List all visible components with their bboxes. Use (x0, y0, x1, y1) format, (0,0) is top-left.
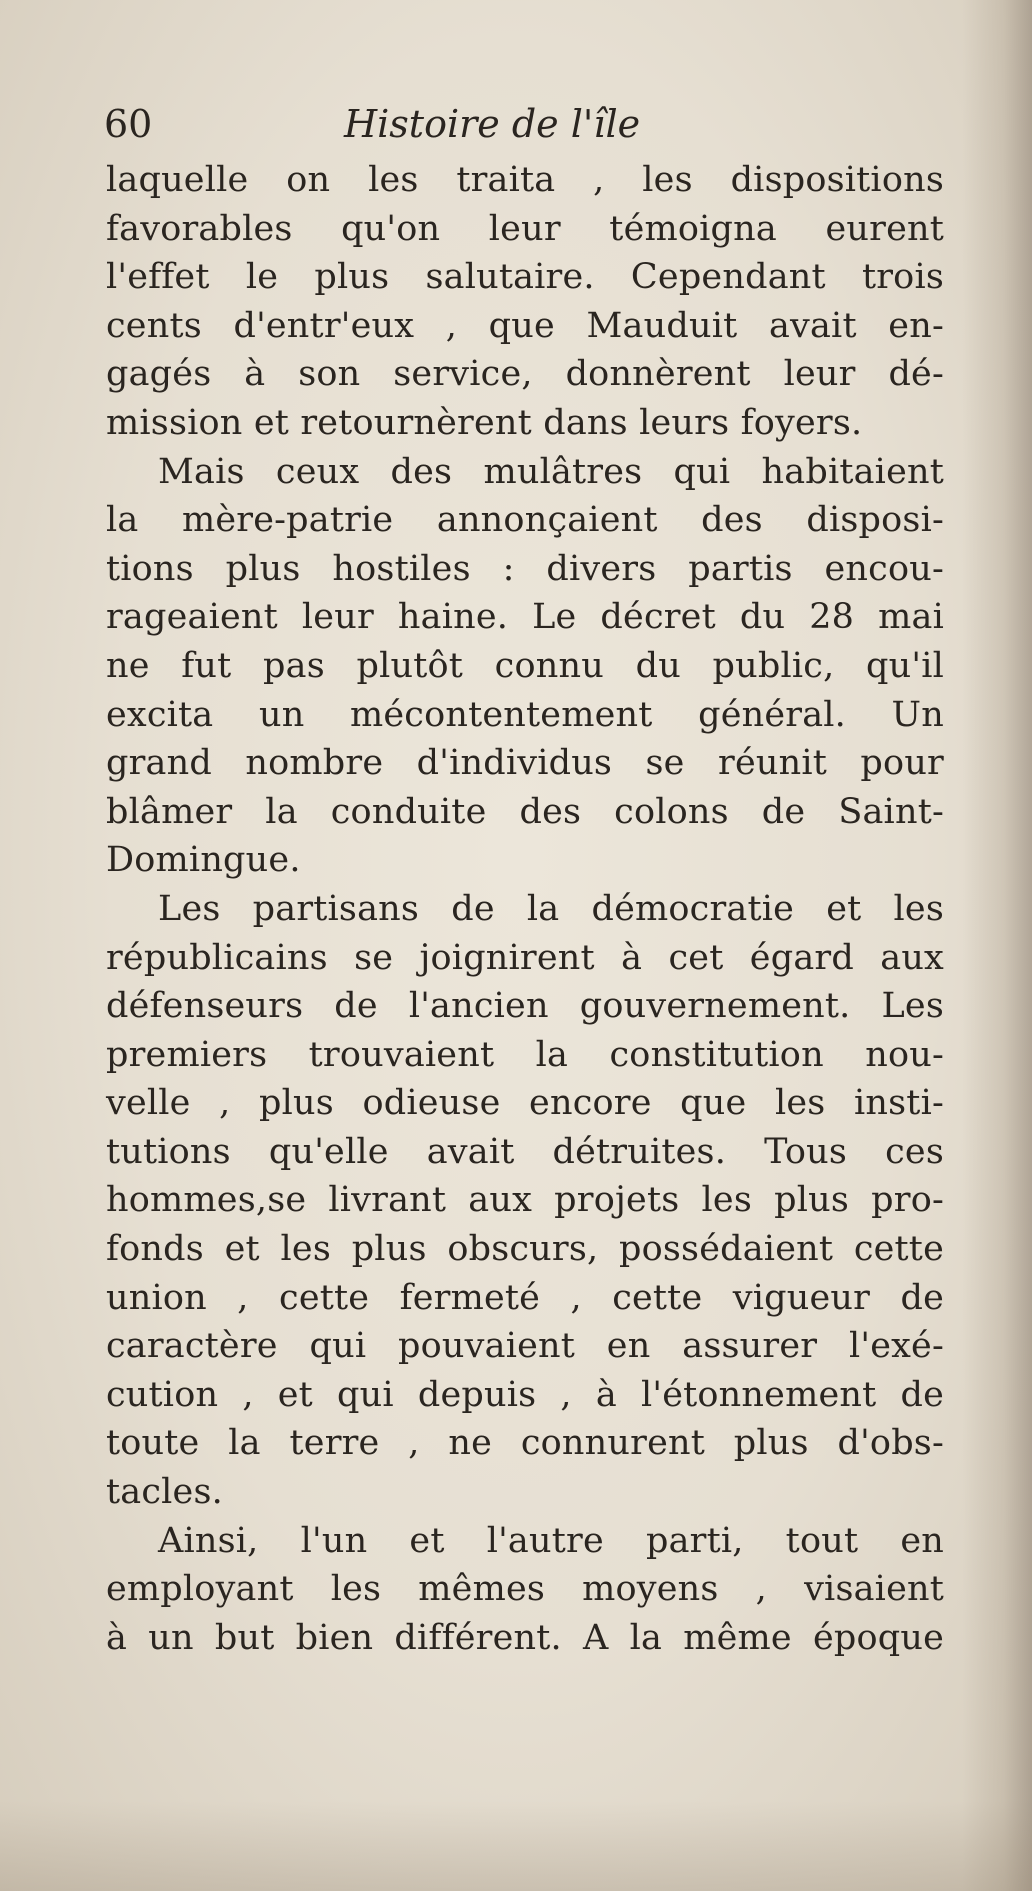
text-line: favorables qu'on leur témoigna eurent (106, 208, 944, 249)
page-header (104, 98, 944, 150)
text-line: à un but bien différent. A la même époque (106, 1617, 944, 1658)
text-line: grand nombre d'individus se réunit pour (106, 743, 944, 784)
text-line: laquelle on les traita , les dispositions (106, 160, 944, 200)
text-line: tutions qu'elle avait détruites. Tous ces (106, 1131, 944, 1172)
text-line: toute la terre , ne connurent plus d'obs- (106, 1423, 944, 1464)
page-number: 60 (104, 102, 153, 146)
page-bottom-shadow (0, 1801, 1032, 1891)
text-line: Domingue. (106, 840, 301, 881)
text-line: premiers trouvaient la constitution nou- (106, 1034, 944, 1075)
text-line: velle , plus odieuse encore que les insti- (106, 1083, 944, 1124)
text-line: mission et retournèrent dans leurs foyers. (106, 402, 863, 443)
text-line: Mais ceux des mulâtres qui habitaient (158, 451, 944, 492)
text-line: cution , et qui depuis , à l'étonnement de (106, 1374, 944, 1415)
body-text (106, 156, 944, 1662)
text-line: cents d'entr'eux , que Mauduit avait en- (106, 305, 944, 346)
text-line: rageaient leur haine. Le décret du 28 mai (106, 597, 944, 638)
text-line: hommes,se livrant aux projets les plus pro- (106, 1180, 944, 1221)
text-line: employant les mêmes moyens , visaient (106, 1569, 944, 1610)
text-line: Ainsi, l'un et l'autre parti, tout en (158, 1520, 944, 1561)
text-line: Les partisans de la démocratie et les (158, 888, 944, 929)
text-line: caractère qui pouvaient en assurer l'exé- (106, 1326, 944, 1367)
running-title: Histoire de l'île (344, 102, 641, 146)
text-line: union , cette fermeté , cette vigueur de (106, 1277, 944, 1318)
text-line: tacles. (106, 1472, 223, 1513)
text-line: défenseurs de l'ancien gouvernement. Les (106, 986, 944, 1027)
text-line: l'effet le plus salutaire. Cependant trois (106, 257, 944, 298)
text-line: fonds et les plus obscurs, possédaient cette (106, 1229, 944, 1270)
text-line: blâmer la conduite des colons de Saint- (106, 791, 944, 832)
text-line: excita un mécontentement général. Un (106, 694, 944, 735)
text-line: tions plus hostiles : divers partis encou- (106, 548, 944, 589)
text-line: républicains se joignirent à cet égard aux (106, 937, 944, 978)
page-edge-shadow (962, 0, 1032, 1891)
text-line: gagés à son service, donnèrent leur dé- (106, 354, 944, 395)
text-line: la mère-patrie annonçaient des disposi- (106, 500, 944, 541)
text-line: ne fut pas plutôt connu du public, qu'il (106, 645, 944, 686)
